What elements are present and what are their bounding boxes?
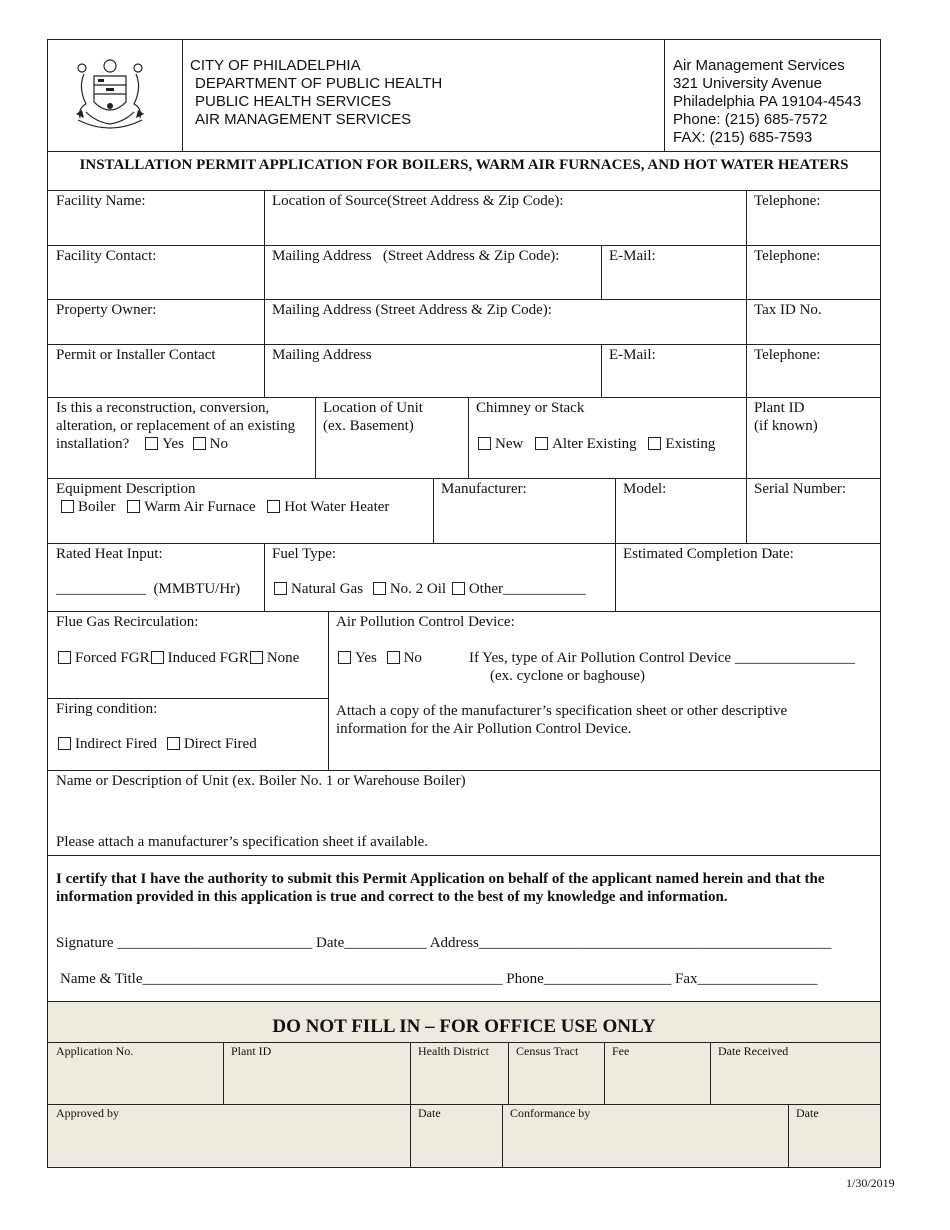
contact-telephone-field[interactable]: Telephone: bbox=[754, 248, 821, 264]
reconstruction-question-3 bbox=[56, 435, 228, 453]
reconstruction-yes-checkbox[interactable] bbox=[145, 437, 158, 450]
date-received-field: Date Received bbox=[718, 1044, 789, 1058]
facility-contact-field[interactable]: Facility Contact: bbox=[56, 248, 157, 264]
rated-heat-input-label: Rated Heat Input: bbox=[56, 546, 163, 562]
hot-water-heater-checkbox[interactable] bbox=[267, 500, 280, 513]
plant-id-hint: (if known) bbox=[754, 418, 818, 434]
firing-condition-label: Firing condition: bbox=[56, 701, 158, 717]
contact-mailing-address-field[interactable]: Mailing Address (Street Address & Zip Code): bbox=[272, 248, 560, 264]
none-fgr-label: None bbox=[266, 650, 300, 666]
certify-line-2: information provided in this application is true and correct to the best of my knowledge and information. bbox=[56, 889, 728, 905]
completion-date-field[interactable]: Estimated Completion Date: bbox=[623, 546, 794, 562]
indirect-fired-label: Indirect Fired bbox=[75, 736, 158, 752]
owner-mailing-address-field[interactable]: Mailing Address (Street Address & Zip Code): bbox=[272, 302, 552, 318]
health-district-field: Health District bbox=[418, 1044, 489, 1058]
chimney-new-label: New bbox=[495, 436, 524, 452]
permit-form bbox=[47, 39, 881, 1168]
location-of-unit-label[interactable]: Location of Unit bbox=[323, 400, 423, 416]
apcd-type-example: (ex. cyclone or baghouse) bbox=[490, 668, 645, 684]
apcd-options bbox=[338, 649, 422, 667]
unit-name-field[interactable]: Name or Description of Unit (ex. Boiler No. 1 or Warehouse Boiler) bbox=[56, 773, 466, 789]
chimney-new-checkbox[interactable] bbox=[478, 437, 491, 450]
name-title-line[interactable]: Name & Title________________________________________________ Phone_________________ Fax________________ bbox=[60, 971, 818, 987]
rated-heat-input-field[interactable]: ____________ (MMBTU/Hr) bbox=[56, 581, 241, 597]
other-fuel-field[interactable]: Other___________ bbox=[468, 581, 586, 597]
application-no-field: Application No. bbox=[56, 1044, 134, 1058]
signature-line[interactable]: Signature __________________________ Date___________ Address_______________________________________________ bbox=[56, 935, 832, 951]
property-owner-field[interactable]: Property Owner: bbox=[56, 302, 157, 318]
footer-date: 1/30/2019 bbox=[846, 1176, 895, 1190]
chimney-alter-checkbox[interactable] bbox=[535, 437, 548, 450]
agency-line-1: CITY OF PHILADELPHIA bbox=[190, 57, 361, 74]
direct-fired-label: Direct Fired bbox=[183, 736, 257, 752]
reconstruction-no-checkbox[interactable] bbox=[193, 437, 206, 450]
attach-apcd-line-2: information for the Air Pollution Control Device. bbox=[336, 721, 632, 737]
contact-line-2: 321 University Avenue bbox=[673, 75, 822, 92]
no2-oil-label: No. 2 Oil bbox=[389, 581, 447, 597]
reconstruction-no-label: No bbox=[209, 436, 228, 452]
certify-line-1: I certify that I have the authority to submit this Permit Application on behalf of the applicant named herein and that the bbox=[56, 871, 825, 887]
plant-id-label[interactable]: Plant ID bbox=[754, 400, 805, 416]
indirect-fired-checkbox[interactable] bbox=[58, 737, 71, 750]
warm-air-furnace-checkbox[interactable] bbox=[127, 500, 140, 513]
conformance-date-field: Date bbox=[796, 1106, 819, 1120]
contact-email-field[interactable]: E-Mail: bbox=[609, 248, 656, 264]
equipment-options bbox=[61, 498, 389, 516]
permit-email-field[interactable]: E-Mail: bbox=[609, 347, 656, 363]
chimney-existing-label: Existing bbox=[665, 436, 716, 452]
reconstruction-question-1: Is this a reconstruction, conversion, bbox=[56, 400, 270, 416]
induced-fgr-checkbox[interactable] bbox=[151, 651, 164, 664]
equipment-description-label: Equipment Description bbox=[56, 481, 196, 497]
contact-line-3: Philadelphia PA 19104-4543 bbox=[673, 93, 862, 110]
none-fgr-checkbox[interactable] bbox=[250, 651, 263, 664]
reconstruction-yes-label: Yes bbox=[162, 436, 184, 452]
other-fuel-checkbox[interactable] bbox=[452, 582, 465, 595]
agency-line-3: PUBLIC HEALTH SERVICES bbox=[195, 93, 392, 110]
warm-air-furnace-label: Warm Air Furnace bbox=[144, 499, 256, 515]
reconstruction-question-text: installation? bbox=[56, 436, 130, 452]
apcd-no-checkbox[interactable] bbox=[387, 651, 400, 664]
office-use-heading: DO NOT FILL IN – FOR OFFICE USE ONLY bbox=[272, 1016, 656, 1037]
natural-gas-checkbox[interactable] bbox=[274, 582, 287, 595]
chimney-options bbox=[478, 435, 715, 453]
reconstruction-question-2: alteration, or replacement of an existing bbox=[56, 418, 296, 434]
apcd-yes-label: Yes bbox=[355, 650, 377, 666]
apcd-type-field[interactable]: If Yes, type of Air Pollution Control Device ________________ bbox=[469, 650, 855, 666]
fee-field: Fee bbox=[612, 1044, 630, 1058]
natural-gas-label: Natural Gas bbox=[291, 581, 364, 597]
agency-line-4: AIR MANAGEMENT SERVICES bbox=[195, 111, 412, 128]
form-title: INSTALLATION PERMIT APPLICATION FOR BOILERS, WARM AIR FURNACES, AND HOT WATER HEATERS bbox=[79, 157, 849, 173]
manufacturer-field[interactable]: Manufacturer: bbox=[441, 481, 527, 497]
hot-water-heater-label: Hot Water Heater bbox=[284, 499, 390, 515]
location-of-source-field[interactable]: Location of Source(Street Address & Zip Code): bbox=[272, 193, 564, 209]
forced-fgr-label: Forced FGR bbox=[75, 650, 150, 666]
firing-condition-options bbox=[58, 735, 257, 753]
office-plant-id-field: Plant ID bbox=[231, 1044, 272, 1058]
city-seal-icon bbox=[66, 54, 154, 138]
induced-fgr-label: Induced FGR bbox=[167, 650, 249, 666]
census-tract-field: Census Tract bbox=[516, 1044, 579, 1058]
location-of-unit-example: (ex. Basement) bbox=[323, 418, 414, 434]
chimney-alter-label: Alter Existing bbox=[552, 436, 637, 452]
boiler-label: Boiler bbox=[78, 499, 116, 515]
attach-spec-note: Please attach a manufacturer’s specification sheet if available. bbox=[56, 834, 429, 850]
fuel-type-options bbox=[274, 580, 585, 598]
no2-oil-checkbox[interactable] bbox=[373, 582, 386, 595]
contact-line-4: Phone: (215) 685-7572 bbox=[673, 111, 828, 128]
apcd-label: Air Pollution Control Device: bbox=[336, 614, 515, 630]
permit-contact-field[interactable]: Permit or Installer Contact bbox=[56, 347, 216, 363]
conformance-by-field: Conformance by bbox=[510, 1106, 591, 1120]
direct-fired-checkbox[interactable] bbox=[167, 737, 180, 750]
approved-date-field: Date bbox=[418, 1106, 441, 1120]
tax-id-field[interactable]: Tax ID No. bbox=[754, 302, 822, 318]
contact-line-5: FAX: (215) 685-7593 bbox=[673, 129, 813, 146]
chimney-existing-checkbox[interactable] bbox=[648, 437, 661, 450]
serial-number-field[interactable]: Serial Number: bbox=[754, 481, 847, 497]
chimney-label: Chimney or Stack bbox=[476, 400, 585, 416]
attach-apcd-line-1: Attach a copy of the manufacturer’s specification sheet or other descriptive bbox=[336, 703, 788, 719]
flue-gas-label: Flue Gas Recirculation: bbox=[56, 614, 199, 630]
agency-line-2: DEPARTMENT OF PUBLIC HEALTH bbox=[195, 75, 443, 92]
boiler-checkbox[interactable] bbox=[61, 500, 74, 513]
forced-fgr-checkbox[interactable] bbox=[58, 651, 71, 664]
permit-telephone-field[interactable]: Telephone: bbox=[754, 347, 821, 363]
contact-line-1: Air Management Services bbox=[673, 57, 845, 74]
apcd-no-label: No bbox=[403, 650, 422, 666]
fuel-type-label: Fuel Type: bbox=[272, 546, 337, 562]
facility-telephone-field[interactable]: Telephone: bbox=[754, 193, 821, 209]
permit-mailing-address-field[interactable]: Mailing Address bbox=[272, 347, 372, 363]
flue-gas-options bbox=[58, 649, 299, 667]
model-field[interactable]: Model: bbox=[623, 481, 667, 497]
facility-name-field[interactable]: Facility Name: bbox=[56, 193, 146, 209]
approved-by-field: Approved by bbox=[56, 1106, 119, 1120]
apcd-yes-checkbox[interactable] bbox=[338, 651, 351, 664]
office-use-section bbox=[48, 1001, 880, 1167]
